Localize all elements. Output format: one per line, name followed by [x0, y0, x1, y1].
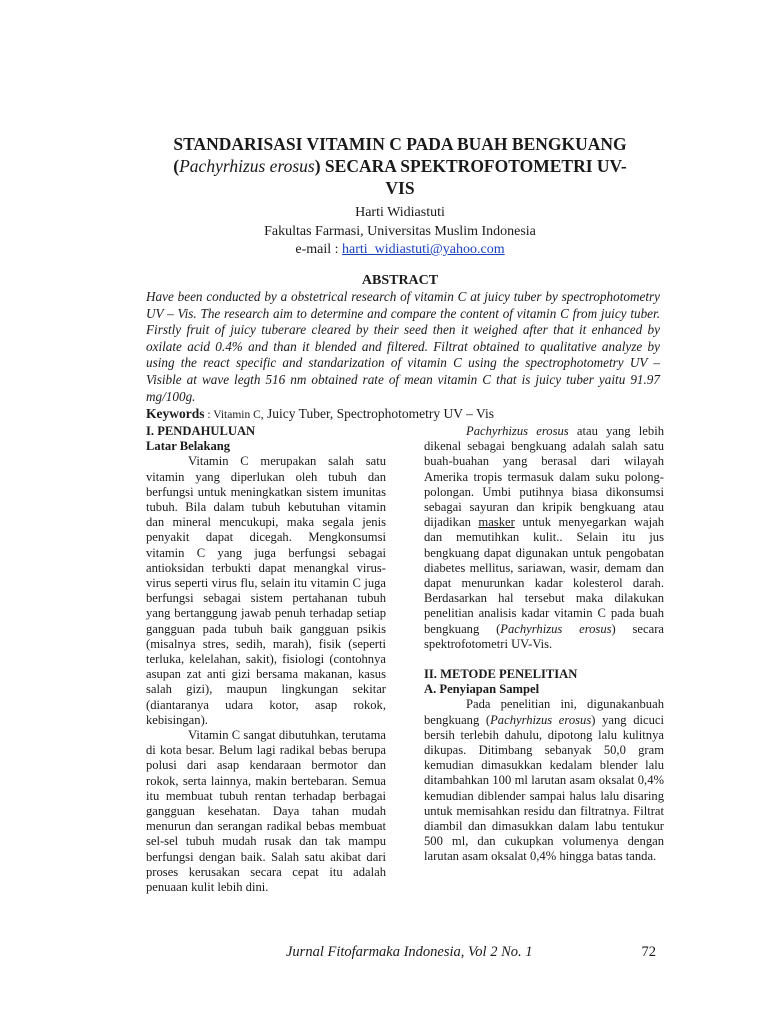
email-link[interactable]: harti_widiastuti@yahoo.com — [342, 242, 505, 257]
keywords-label: Keywords — [146, 406, 205, 421]
title-line-3: VIS — [385, 178, 415, 198]
title-line-2 — [140, 155, 660, 177]
paragraph-bengkuang-part-b: untuk menyegarkan wajah dan memutihkan kulit.. Selain itu jus bengkuang dapat digunakan untuk pengobatan diabetes mellitus, sariawan, wasir, demam dan dapat menurunkan kadar kolesterol darah. Berdasarkan hal tersebut maka dilakukan penelitian analisis kadar vitamin C pada buah bengkuang ( — [424, 515, 664, 636]
subsection-heading-latar-belakang: Latar Belakang — [146, 439, 231, 454]
keywords-sep: : — [204, 409, 214, 421]
author-block — [140, 204, 660, 260]
section-heading-pendahuluan: I. PENDAHULUAN — [146, 424, 256, 438]
footer-journal: Jurnal Fitofarmaka Indonesia, Vol 2 No. 1 — [286, 944, 533, 960]
title-line-2-rest: ) SECARA SPEKTROFOTOMETRI UV- — [314, 156, 627, 176]
section-heading-metode: II. METODE PENELITIAN — [424, 667, 578, 682]
title-species: Pachyrhizus erosus — [179, 156, 315, 176]
page-number: 72 — [641, 944, 656, 960]
paragraph-vitamin-c-intro: Vitamin C merupakan salah satu vitamin yang diperlukan oleh tubuh dan berfungsi untuk meningkatkan sistem imunitas tubuh. Bila dalam tubuh kebutuhan vitamin dan mineral mencukupi, maka segala jenis penyakit dapat dicegah. Mengkonsumsi vitamin C yang juga berfungsi sebagai antioksidan terbukti dapat menangkal virus-virus seperti virus flu, selain itu vitamin C juga berfungsi sebagai sistem pertahanan tubuh yang bertanggung jawab penuh terhadap setiap gangguan pada tubuh baik gangguan psikis (misalnya stres, sedih, marah), fisik (seperti terluka, kelelahan, sakit), fisiologi (contohnya asupan zat anti gizi bersama makanan, kasus salah gizi), maupun lingkungan sekitar (diantaranya udara kotor, asap rokok, kebisingan). — [146, 454, 386, 727]
species-italic-3: Pachyrhizus erosus — [490, 712, 592, 727]
paragraph-penyiapan-sampel — [424, 697, 664, 864]
left-column — [146, 424, 386, 895]
paragraph-vitamin-c-needs: Vitamin C sangat dibutuhkan, terutama di kota besar. Belum lagi radikal bebas berupa polusi dari asap kendaraan bermotor dan rokok, serta lainnya, makin bertebaran. Semua itu membuat tubuh rentan terhadap berbagai gangguan kesehatan. Daya tahan mudah menurun dan serangan radikal bebas membuat sel-sel tubuh mudah rusak dan tak mampu berfungsi dengan baik. Salah satu akibat dari proses kerusakan secara cepat itu adalah penuaan kulit lebih dini. — [146, 728, 386, 895]
species-italic: Pachyrhizus erosus — [466, 424, 569, 438]
paragraph-bengkuang — [424, 424, 664, 652]
paragraph-sampel-part-a: Pada penelitian ini, digunakanbuah bengkuang ( — [424, 697, 664, 727]
masker-underlined: masker — [478, 515, 515, 530]
abstract-heading: ABSTRACT — [361, 273, 439, 288]
title-line-1: STANDARISASI VITAMIN C PADA BUAH BENGKUANG — [173, 134, 627, 154]
author-affiliation: Fakultas Farmasi, Universitas Muslim Indonesia — [264, 223, 536, 239]
keyword-first: Vitamin C, — [213, 409, 264, 421]
right-column — [424, 424, 664, 865]
paper-title — [140, 133, 660, 199]
title-paren: ( — [173, 156, 180, 176]
paragraph-bengkuang-part-a: atau yang lebih dikenal sebagai bengkuang adalah salah satu buah-buahan yang berasal dari wilayah Amerika tropis termasuk dalam suku polong-polongan. Umbi putihnya biasa dikonsumsi sebagai sayuran dan kripik bengkuang atau dijadikan — [424, 424, 664, 530]
author-email-line — [140, 241, 660, 260]
paragraph-sampel-part-b: ) yang dicuci bersih terlebih dahulu, dipotong lalu kulitnya dikupas. Ditimbang sebanyak 50,0 gram kemudian dimasukkan kedalam blender lalu ditambahkan 100 ml larutan asam oksalat 0,4% kemudian diblender sampai halus lalu disaring untuk memisahkan residu dan filtratnya. Filtrat diambil dan dimasukkan dalam labu tentukur 500 ml, dan cukupkan volumenya dengan larutan asam oksalat 0,4% hingga batas tanda. — [424, 712, 664, 864]
paragraph-bengkuang-part-c: ) secara spektrofotometri UV-Vis. — [424, 621, 664, 651]
subsection-heading-penyiapan-sampel: A. Penyiapan Sampel — [424, 682, 540, 697]
author-name: Harti Widiastuti — [355, 205, 445, 220]
email-label: e-mail : — [295, 242, 343, 257]
species-italic-2: Pachyrhizus erosus — [500, 621, 612, 636]
keywords-rest: Juicy Tuber, Spectrophotometry UV – Vis — [263, 406, 494, 421]
abstract-text: Have been conducted by a obstetrical research of vitamin C at juicy tuber by spectrophotometry UV – Vis. The research aim to determine and compare the content of vitamin C from juicy tuber. Firstly fruit of juicy tuberare cleared by their seed then it weighed after that it enhanced by oxilate acid 0.4% and than it blended and filtered. Filtrat obtained to qualitative analyze by using the react specific and standarization of vitamin C using the spectrophotometry UV – Visible at wave legth 516 nm obtained rate of mean vitamin C that is juicy tuber yaitu 91.97 mg/100g. — [146, 289, 660, 404]
keywords — [146, 405, 666, 424]
